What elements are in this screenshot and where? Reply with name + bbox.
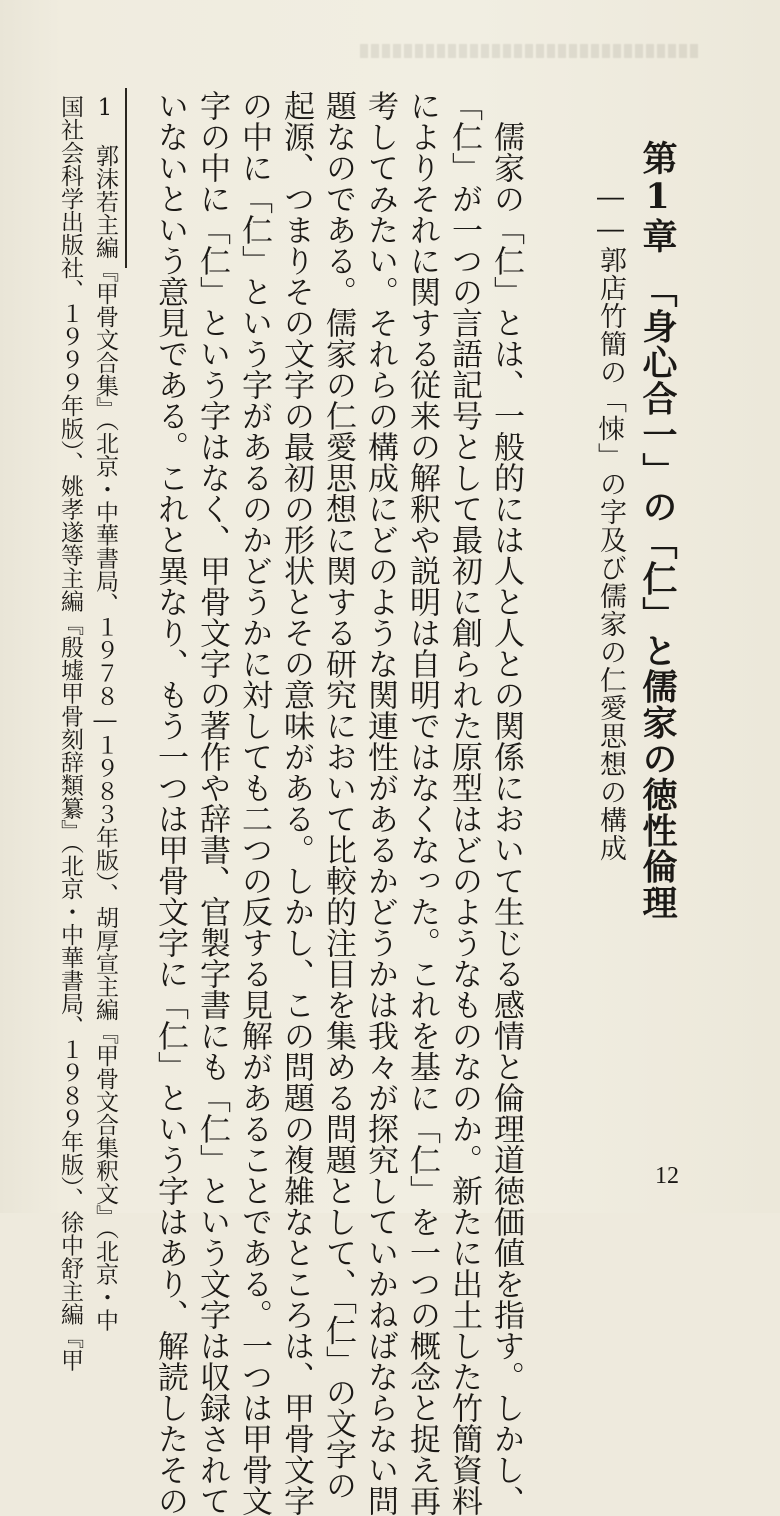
page-number: 12	[655, 1163, 679, 1189]
body-line-6: 起源、つまりその文字の最初の形状とその意味がある。しかし、この問題の複雑なところは、甲骨文字	[278, 90, 314, 1516]
body-line-7: の中に「仁」という字があるのかどうかに対しても二つの反する見解があることである。一つは甲骨文	[236, 90, 272, 1516]
body-line-3: によりそれに関する従来の解釈や説明は自明ではなくなった。これを基に「仁」を一つの概念と捉え再	[404, 90, 440, 1516]
bleed-through-text	[360, 44, 700, 58]
chapter-title: 第1章 「身心合一」の「仁」と儒家の徳性倫理	[637, 140, 678, 921]
footnote-line-1: 1 郭沫若主編『甲骨文合集』（北京・中華書局、１９７８―１９８３年版）、胡厚宣主編『甲骨文合集釈文』（北京・中	[92, 95, 118, 1332]
body-line-2: 「仁」が一つの言語記号として最初に創られた原型はどのようなものなのか。新たに出土した竹簡資料	[446, 90, 482, 1516]
chapter-subtitle: ――郭店竹簡の「𢙀」の字及び儒家の仁愛思想の構成	[595, 182, 626, 862]
footnote-rule	[125, 88, 127, 268]
body-line-9: いないという意見である。これと異なり、もう一つは甲骨文字に「仁」という字はあり、解読したその	[152, 90, 188, 1516]
body-line-1: 儒家の「仁」とは、一般的には人と人との関係において生じる感情と倫理道徳価値を指す。しかし、	[488, 90, 524, 1516]
body-line-4: 考してみたい。それらの構成にどのような関連性があるかどうかは我々が探究していかねばならない問	[362, 90, 398, 1516]
body-line-8: 字の中に「仁」という字はなく、甲骨文字の著作や辞書、官製字書にも「仁」という文字は収録されて	[194, 90, 230, 1516]
body-line-5: 題なのである。儒家の仁愛思想に関する研究において比較的注目を集める問題として、「仁」の文字の	[320, 90, 356, 1501]
footnote-line-2: 国社会科学出版社、１９９９年版）、姚孝遂等主編『殷墟甲骨刻辞類纂』（北京・中華書局、１９８９年版）、徐中舒主編『甲	[57, 95, 83, 1372]
